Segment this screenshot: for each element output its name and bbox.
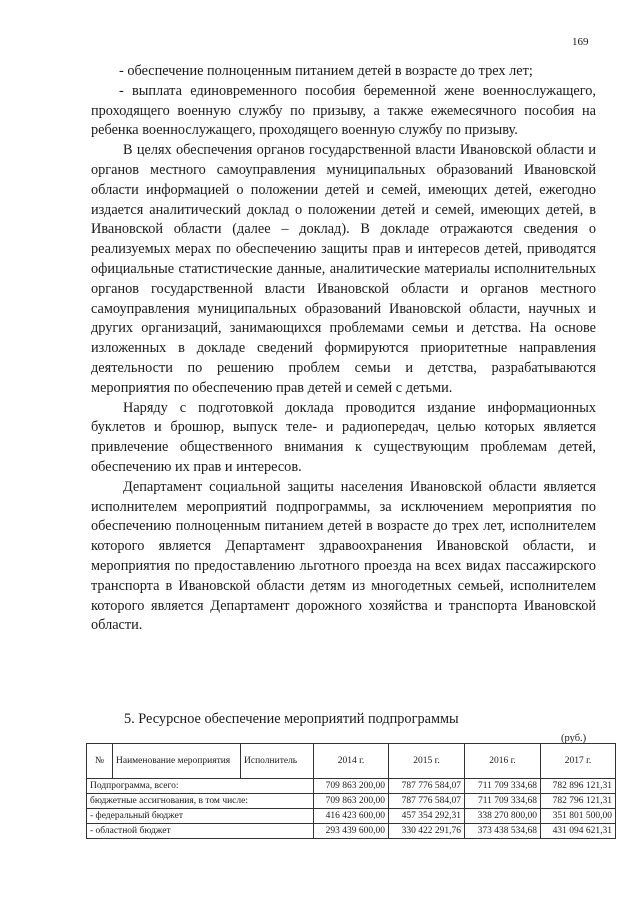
cell-2017: 782 796 121,31: [541, 794, 616, 809]
cell-2016: 711 709 334,68: [465, 794, 541, 809]
cell-2016: 373 438 534,68: [465, 824, 541, 839]
cell-2016: 711 709 334,68: [465, 779, 541, 794]
cell-2015: 457 354 292,31: [389, 809, 465, 824]
cell-2017: 782 896 121,31: [541, 779, 616, 794]
paragraph-list-item-allowance: - выплата единовременного пособия беременной жене военнослужащего, проходящего военную службу по призыву, а также ежемесячного пособия на ребенка военнослужащего, проходящего военную службу по призыву.: [91, 82, 596, 139]
paragraph-list-item-nutrition: - обеспечение полноценным питанием детей в возрасте до трех лет;: [119, 63, 533, 79]
header-2016: 2016 г.: [465, 744, 541, 779]
body-text: [91, 62, 596, 636]
cell-2015: 787 776 584,07: [389, 794, 465, 809]
header-name: Наименование мероприятия: [113, 744, 241, 779]
row-label: бюджетные ассигнования, в том числе:: [87, 794, 314, 809]
paragraph-executors: Департамент социальной защиты населения Ивановской области является исполнителем мероприятий подпрограммы, за исключением мероприятия по обеспечению полноценным питанием детей в возрасте до трех лет, исполнителем которого является Департамент здравоохранения Ивановской области, и мероприятия по предоставлению льготного проезда на всех видах пассажирского транспорта в Ивановской области детям из многодетных семьей, исполнителем которого является Департамент дорожного хозяйства и транспорта Ивановской области.: [91, 478, 596, 634]
cell-2014: 293 439 600,00: [314, 824, 389, 839]
header-2015: 2015 г.: [389, 744, 465, 779]
cell-2014: 709 863 200,00: [314, 779, 389, 794]
paragraph-publications: Наряду с подготовкой доклада проводится издание информационных буклетов и брошюр, выпуск теле- и радиопередач, целью которых является привлечение общественного внимания к существующим проблемам детей, обеспечению их прав и интересов.: [91, 399, 596, 475]
row-label: - областной бюджет: [87, 824, 314, 839]
cell-2017: 431 094 621,31: [541, 824, 616, 839]
table-row: [87, 809, 616, 824]
table-header-row: [87, 744, 616, 779]
cell-2015: 330 422 291,76: [389, 824, 465, 839]
table-row: [87, 794, 616, 809]
resource-table: [86, 743, 616, 839]
row-label: Подпрограмма, всего:: [87, 779, 314, 794]
currency-unit: (руб.): [561, 733, 587, 744]
header-2017: 2017 г.: [541, 744, 616, 779]
cell-2014: 709 863 200,00: [314, 794, 389, 809]
header-no: №: [87, 744, 113, 779]
header-2014: 2014 г.: [314, 744, 389, 779]
table-row: [87, 824, 616, 839]
cell-2016: 338 270 800,00: [465, 809, 541, 824]
table-row: [87, 779, 616, 794]
cell-2015: 787 776 584,07: [389, 779, 465, 794]
cell-2017: 351 801 500,00: [541, 809, 616, 824]
section-title: 5. Ресурсное обеспечение мероприятий подпрограммы: [124, 711, 459, 727]
paragraph-analytical-report: В целях обеспечения органов государственной власти Ивановской области и органов местного самоуправления муниципальных образований Ивановской области информацией о положении детей и семей, имеющих детей, ежегодно издается аналитический доклад о положении детей и семей, имеющих детей, в Ивановской области (далее – доклад). В докладе отражаются сведения о реализуемых мерах по обеспечению защиты прав и интересов детей, приводятся официальные статистические данные, аналитические материалы исполнительных органов государственной власти Ивановской области и органов местного самоуправления муниципальных образований Ивановской области, научных и других организаций, занимающихся проблемами семьи и детства. На основе изложенных в докладе сведений формируются приоритетные направления деятельности по решению проблем семьи и детства, разрабатываются мероприятия по обеспечению прав детей и семей с детьми.: [91, 142, 596, 396]
row-label: - федеральный бюджет: [87, 809, 314, 824]
cell-2014: 416 423 600,00: [314, 809, 389, 824]
header-executor: Исполнитель: [241, 744, 314, 779]
page-number: 169: [572, 36, 589, 48]
